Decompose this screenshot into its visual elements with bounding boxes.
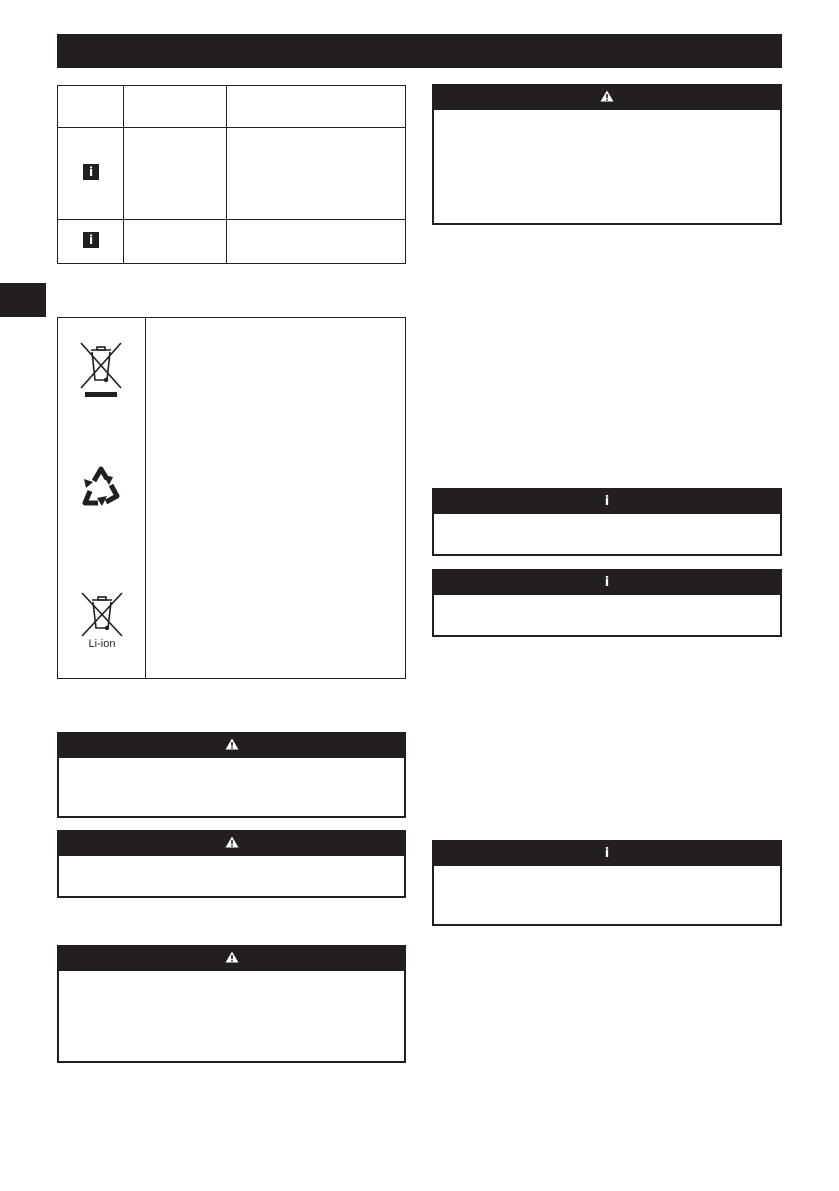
info-icon: i <box>604 575 610 590</box>
warning-triangle-icon <box>225 738 239 750</box>
warning-triangle-icon <box>225 951 239 963</box>
warning-notice-header <box>59 947 404 971</box>
warning-notice <box>432 84 782 225</box>
crossed-bin-icon <box>78 340 124 405</box>
info-icon: i <box>604 494 610 509</box>
warning-triangle-icon <box>225 836 239 848</box>
note-notice <box>432 488 782 556</box>
disposal-symbols-box <box>57 317 406 679</box>
disposal-column-divider <box>145 318 146 678</box>
note-notice-header <box>434 490 780 514</box>
warning-notice <box>57 732 406 818</box>
info-icon: i <box>604 846 610 861</box>
warning-notice <box>57 945 406 1063</box>
warning-notice-header <box>59 734 404 758</box>
warning-notice-header <box>434 86 780 110</box>
warning-notice-header <box>59 832 404 856</box>
note-notice-header <box>434 842 780 866</box>
li-ion-label: Li-ion <box>88 638 116 650</box>
warning-notice <box>57 830 406 898</box>
page-header-bar <box>57 34 782 68</box>
info-icon: i <box>83 232 99 248</box>
note-notice-header <box>434 571 780 595</box>
table-column-divider <box>226 86 227 263</box>
table-column-divider <box>123 86 124 263</box>
symbols-table <box>57 85 406 264</box>
table-row-divider <box>58 219 405 220</box>
note-notice <box>432 840 782 926</box>
info-icon: i <box>83 164 99 180</box>
note-notice <box>432 569 782 637</box>
crossed-bin-li-ion-icon <box>78 590 126 657</box>
language-side-tab <box>0 283 46 317</box>
table-row-divider <box>58 127 405 128</box>
warning-triangle-icon <box>600 90 614 102</box>
recycle-icon <box>76 461 126 516</box>
